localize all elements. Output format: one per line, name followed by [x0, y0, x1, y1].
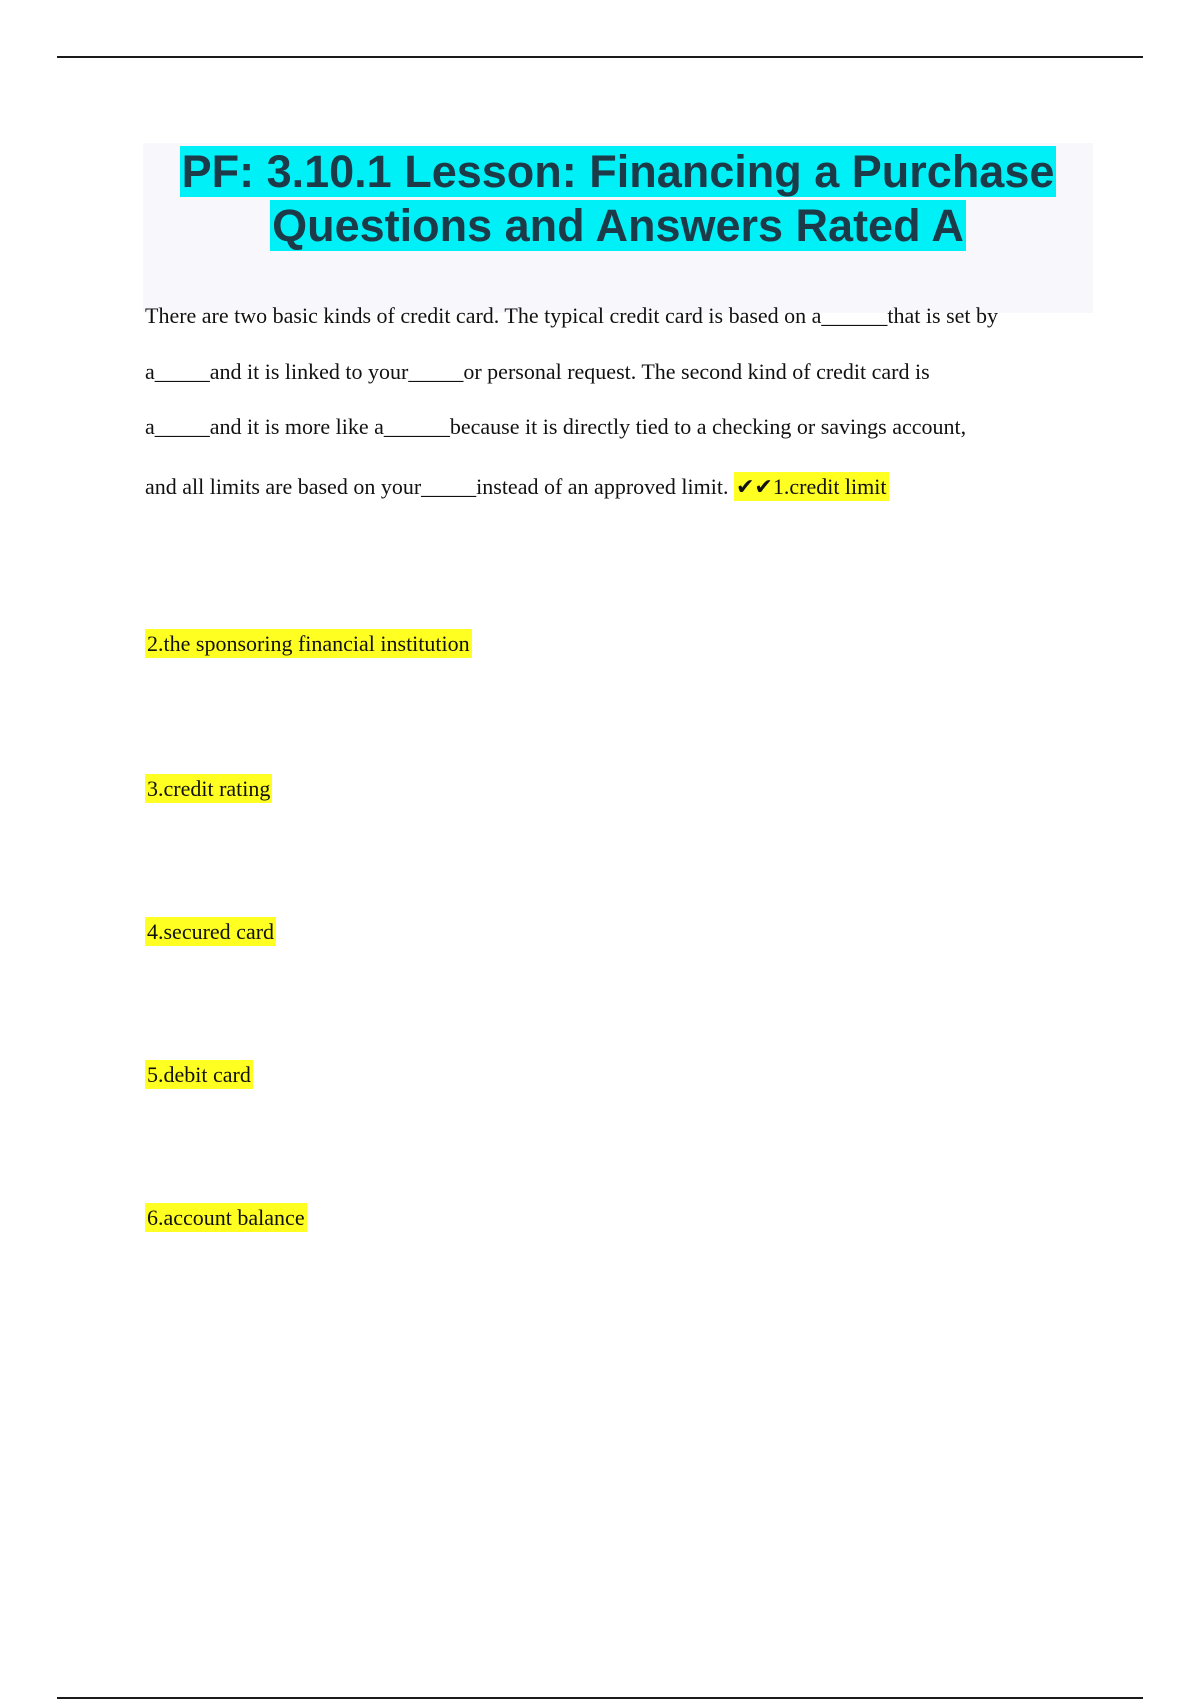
footer-rule	[57, 1697, 1143, 1699]
document-title	[143, 145, 1093, 253]
title-line-1: PF: 3.10.1 Lesson: Financing a Purchase	[181, 146, 1055, 197]
question-line-4-text: and all limits are based on your_____instead of an approved limit.	[145, 474, 729, 499]
answer-6: 6.account balance	[147, 1205, 305, 1230]
question-paragraph	[145, 305, 1095, 499]
question-line-1: There are two basic kinds of credit card. The typical credit card is based on a______that is set by	[145, 303, 999, 328]
answer-3-line	[145, 778, 272, 800]
answer-5: 5.debit card	[147, 1062, 251, 1087]
question-line-2: a_____and it is linked to your_____or personal request. The second kind of credit card is	[145, 359, 930, 384]
answer-6-line	[145, 1207, 307, 1229]
question-line-3: a_____and it is more like a______because it is directly tied to a checking or savings account,	[145, 414, 967, 439]
header-rule	[57, 56, 1143, 58]
answer-2-line	[145, 633, 472, 655]
answer-1: ✔✔1.credit limit	[735, 474, 887, 499]
answer-4-line	[145, 921, 276, 943]
answer-4: 4.secured card	[147, 919, 275, 944]
title-line-2: Questions and Answers Rated A	[272, 200, 964, 251]
answer-5-line	[145, 1064, 253, 1086]
answer-3: 3.credit rating	[147, 776, 271, 801]
question-line-4	[145, 476, 1095, 499]
answer-2: 2.the sponsoring financial institution	[147, 631, 470, 656]
